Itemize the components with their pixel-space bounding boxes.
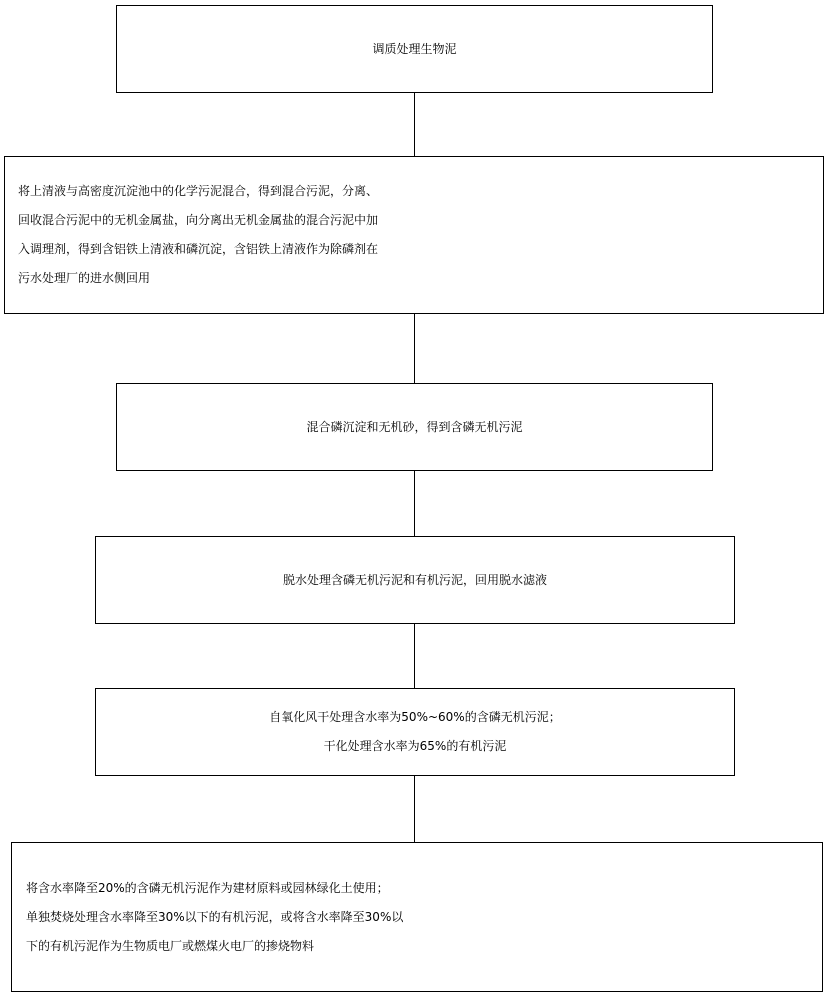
connector-5-6 xyxy=(414,776,415,842)
step-5-box xyxy=(95,688,735,776)
connector-3-4 xyxy=(414,471,415,536)
step-2-line-2: 回收混合污泥中的无机金属盐，向分离出无机金属盐的混合污泥中加 xyxy=(18,213,379,227)
step-6-line-3: 下的有机污泥作为生物质电厂或燃煤火电厂的掺烧物料 xyxy=(26,938,315,953)
step-4-text: 脱水处理含磷无机污泥和有机污泥，回用脱水滤液 xyxy=(282,572,547,587)
step-5-line-1: 自氧化风干处理含水率为50%~60%的含磷无机污泥； xyxy=(269,710,561,724)
step-2-line-1: 将上清液与高密度沉淀池中的化学污泥混合，得到混合污泥，分离、 xyxy=(18,184,379,198)
step-6-box xyxy=(11,842,823,992)
step-1-text: 调质处理生物泥 xyxy=(372,41,457,56)
connector-1-2 xyxy=(414,93,415,156)
step-2-line-4: 污水处理厂的进水侧回用 xyxy=(18,271,151,285)
connector-4-5 xyxy=(414,624,415,688)
step-6-line-2: 单独焚烧处理含水率降至30%以下的有机污泥，或将含水率降至30%以 xyxy=(26,909,404,924)
step-4-box xyxy=(95,536,735,624)
step-5-line-2: 干化处理含水率为65%的有机污泥 xyxy=(323,739,507,753)
step-3-box xyxy=(116,383,713,471)
step-3-text: 混合磷沉淀和无机砂，得到含磷无机污泥 xyxy=(306,419,523,434)
step-6-line-1: 将含水率降至20%的含磷无机污泥作为建材原料或园林绿化土使用； xyxy=(26,880,389,895)
step-1-box xyxy=(116,5,713,93)
connector-2-3 xyxy=(414,314,415,383)
step-2-box xyxy=(4,156,824,314)
step-2-line-3: 入调理剂，得到含铝铁上清液和磷沉淀，含铝铁上清液作为除磷剂在 xyxy=(18,242,379,256)
